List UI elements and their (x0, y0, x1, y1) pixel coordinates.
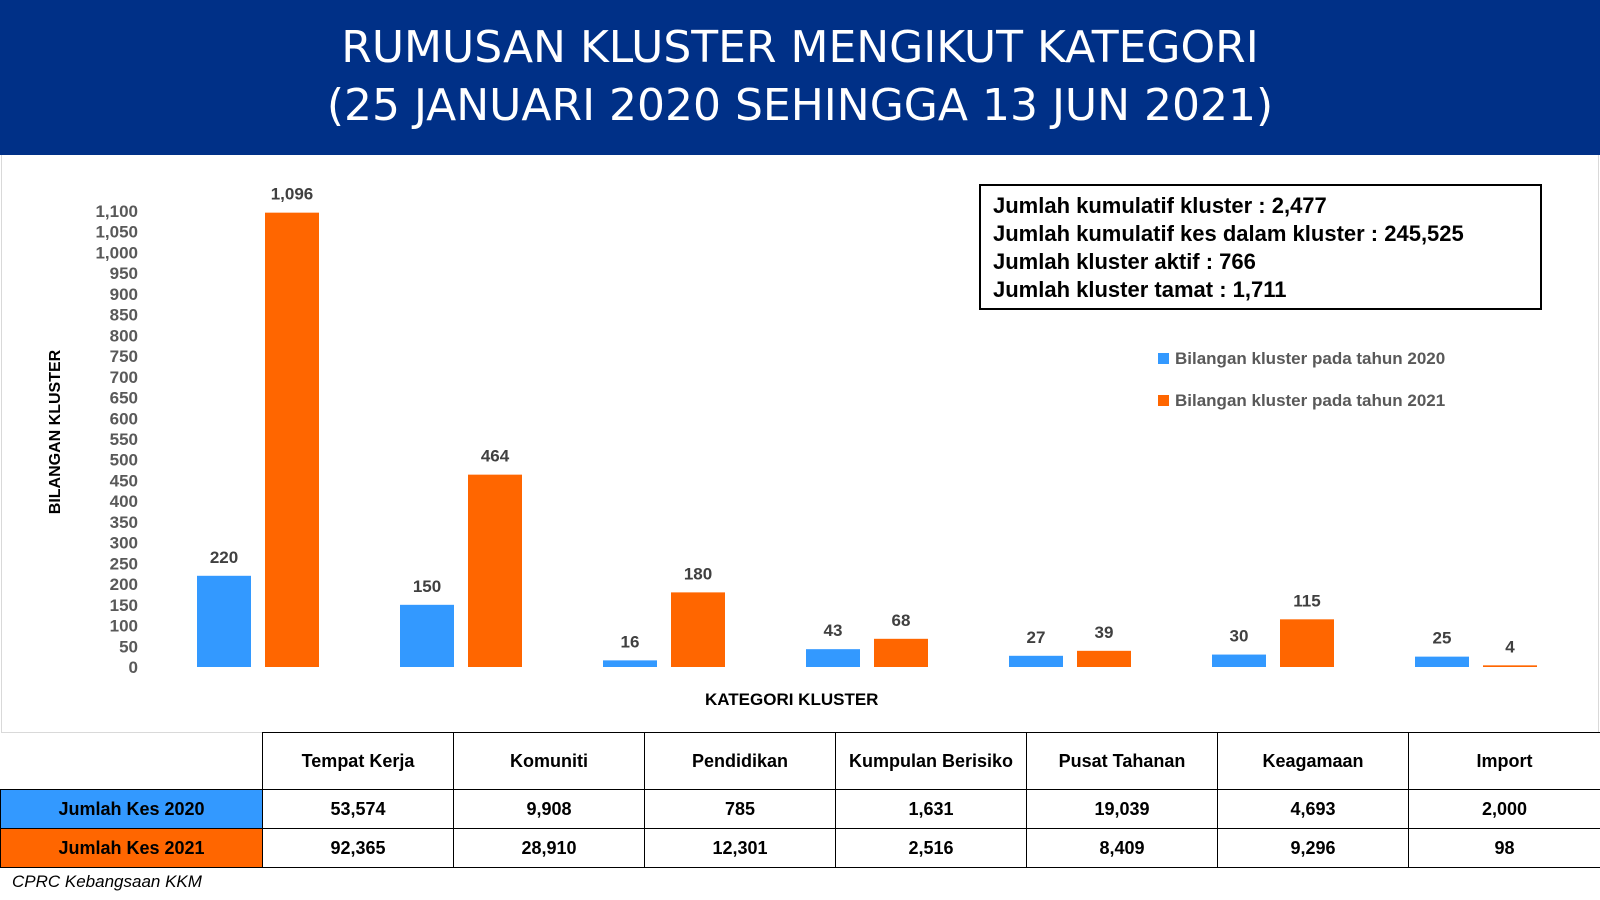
summary-box (979, 184, 1542, 310)
table-header-cell: Tempat Kerja (263, 733, 454, 790)
table-cell: 2,516 (836, 829, 1027, 868)
bar-2020 (1212, 655, 1266, 667)
legend-label-2021: Bilangan kluster pada tahun 2021 (1175, 391, 1446, 410)
table-header-cell: Komuniti (454, 733, 645, 790)
table-header-cell: Pusat Tahanan (1027, 733, 1218, 790)
table-cell: 9,296 (1218, 829, 1409, 868)
page-title: RUMUSAN KLUSTER MENGIKUT KATEGORI (341, 22, 1259, 73)
x-axis-label: KATEGORI KLUSTER (705, 690, 879, 709)
bar-value-label: 115 (1293, 591, 1321, 611)
y-tick-label: 200 (109, 575, 138, 595)
bar-value-label: 220 (209, 547, 239, 567)
row-label-2021: Jumlah Kes 2021 (1, 829, 263, 868)
table-cell: 8,409 (1027, 829, 1218, 868)
summary-active-clusters: Jumlah kluster aktif : 766 (993, 249, 1256, 274)
y-tick-label: 700 (109, 367, 138, 387)
table-cell: 785 (645, 790, 836, 829)
bar-value-label: 68 (891, 610, 911, 630)
source-note: CPRC Kebangsaan KKM (12, 872, 202, 891)
bar-2021 (468, 475, 522, 667)
y-tick-label: 350 (109, 512, 138, 532)
bar-2020 (1009, 656, 1063, 667)
y-tick-label: 50 (119, 637, 138, 657)
y-tick-label: 100 (109, 616, 138, 636)
bar-2021 (671, 592, 725, 667)
bar-value-label: 16 (620, 632, 640, 652)
bar-2021 (265, 213, 319, 667)
bar-2021 (1077, 651, 1131, 667)
row-label-2020: Jumlah Kes 2020 (1, 790, 263, 829)
y-tick-label: 800 (109, 326, 138, 346)
legend-swatch-2021 (1158, 395, 1169, 406)
y-tick-label: 300 (109, 533, 138, 553)
bar-value-label: 39 (1094, 622, 1114, 642)
table-cell: 2,000 (1409, 790, 1600, 829)
bar-2021 (1280, 619, 1334, 667)
y-tick-label: 1,100 (95, 202, 138, 221)
bar-2021 (874, 639, 928, 667)
bar-2020 (400, 605, 454, 667)
y-tick-label: 0 (128, 658, 138, 677)
bar-value-label: 464 (480, 446, 510, 466)
y-tick-label: 500 (109, 450, 138, 470)
table-cell: 9,908 (454, 790, 645, 829)
table-header-cell: Pendidikan (645, 733, 836, 790)
bar-value-label: 27 (1026, 627, 1046, 647)
table-cell: 19,039 (1027, 790, 1218, 829)
table-header-row (1, 733, 1600, 790)
table-row-2021 (1, 829, 1600, 868)
y-tick-label: 1,000 (95, 243, 138, 263)
bar-value-label: 150 (412, 576, 442, 596)
legend-item-2021 (1158, 391, 1445, 411)
y-tick-label: 550 (109, 430, 138, 449)
table-header-cell: Kumpulan Berisiko (836, 733, 1027, 790)
legend-item-2020 (1158, 349, 1445, 369)
bar-2020 (1415, 657, 1469, 667)
table-cell: 4,693 (1218, 790, 1409, 829)
y-tick-label: 750 (109, 347, 138, 367)
table-cell: 28,910 (454, 829, 645, 868)
table-cell: 12,301 (645, 829, 836, 868)
table-cell: 1,631 (836, 790, 1027, 829)
summary-total-clusters: Jumlah kumulatif kluster : 2,477 (993, 193, 1327, 218)
table-corner (1, 733, 263, 790)
bar-value-label: 25 (1432, 628, 1452, 648)
table-cell: 98 (1409, 829, 1600, 868)
bar-2020 (806, 649, 860, 667)
y-tick-label: 450 (109, 471, 138, 491)
y-tick-label: 1,050 (95, 222, 138, 242)
y-tick-label: 950 (109, 264, 138, 284)
y-tick-label: 900 (109, 284, 138, 304)
table-header-cell: Keagamaan (1218, 733, 1409, 790)
y-tick-label: 150 (109, 595, 138, 615)
y-axis-label: BILANGAN KLUSTER (47, 349, 64, 515)
page-subtitle: (25 JANUARI 2020 SEHINGGA 13 JUN 2021) (326, 80, 1274, 131)
y-tick-label: 600 (109, 409, 138, 429)
summary-ended-clusters: Jumlah kluster tamat : 1,711 (993, 277, 1287, 302)
bar-2020 (603, 660, 657, 667)
bar-value-label: 30 (1229, 626, 1249, 646)
bar-value-label: 1,096 (270, 184, 314, 204)
table-header-cell: Import (1409, 733, 1600, 790)
table-row-2020 (1, 790, 1600, 829)
bar-value-label: 180 (683, 564, 713, 584)
y-tick-label: 850 (109, 305, 138, 325)
y-tick-label: 400 (109, 492, 138, 512)
table-cell: 92,365 (263, 829, 454, 868)
case-table (0, 732, 1600, 868)
bar-2020 (197, 576, 251, 667)
bar-value-label: 43 (823, 621, 843, 641)
legend-swatch-2020 (1158, 353, 1169, 364)
legend-label-2020: Bilangan kluster pada tahun 2020 (1175, 349, 1446, 368)
y-tick-label: 250 (109, 554, 138, 574)
bar-value-label: 4 (1505, 637, 1515, 657)
y-tick-label: 650 (109, 388, 138, 408)
table-cell: 53,574 (263, 790, 454, 829)
summary-total-cases: Jumlah kumulatif kes dalam kluster : 245,525 (993, 221, 1464, 246)
bar-2021 (1483, 665, 1537, 667)
